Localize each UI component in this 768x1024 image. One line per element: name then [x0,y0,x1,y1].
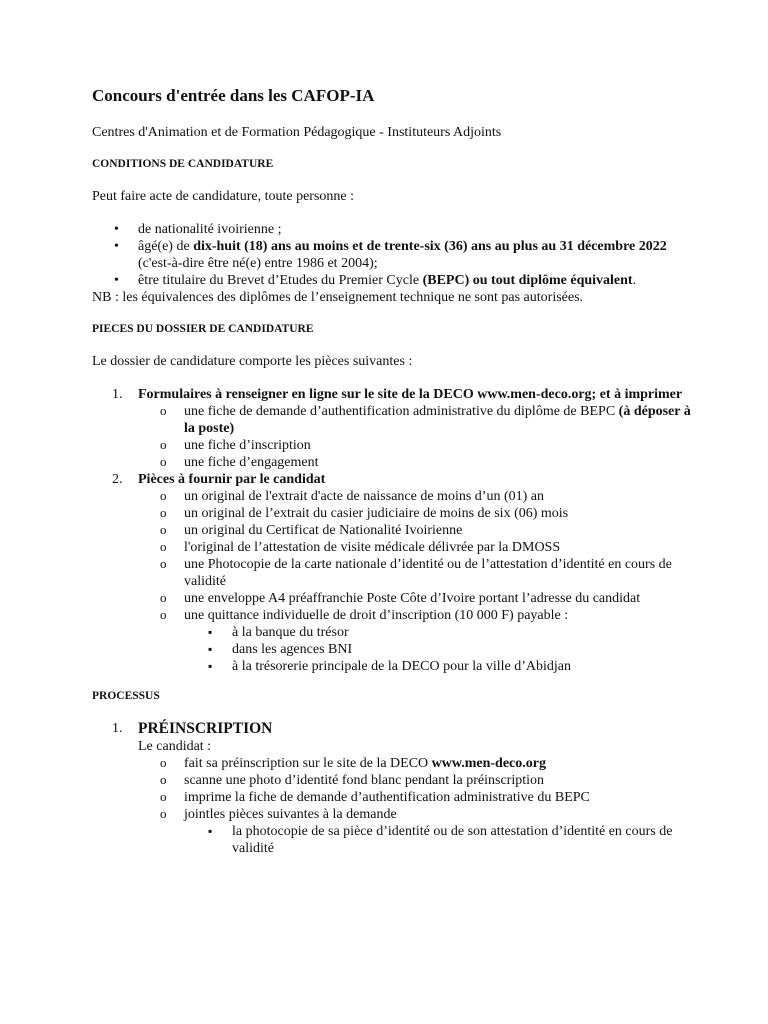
payment-list [184,624,692,675]
list-item: o imprime la fiche de demande d’authentification administrative du BEPC [138,789,692,806]
item-text: âgé(e) de [138,239,194,254]
list-item [92,221,692,238]
list-number: 1. [112,387,123,402]
list-number: 1. [112,721,123,736]
list-item: ▪ à la trésorerie principale de la DECO pour la ville d’Abidjan [184,658,692,675]
item-text: une quittance individuelle de droit d’inscription (10 000 F) payable : [184,608,569,623]
list-item [92,471,692,675]
list-item [92,272,692,289]
list-item: o une Photocopie de la carte nationale d’identité ou de l’attestation d’identité en cours de validité [138,556,692,590]
section-heading-conditions: CONDITIONS DE CANDIDATURE [92,158,274,170]
attachments-list [184,823,692,857]
group-title: Formulaires à renseigner en ligne sur le site de la DECO www.men-deco.org; et à imprimer [138,387,683,402]
step-title: PRÉINSCRIPTION [138,720,273,737]
list-item: o un original du Certificat de Nationalité Ivoirienne [138,522,692,539]
sub-list [138,755,692,857]
list-item: ▪ dans les agences BNI [184,641,692,658]
sub-list [138,488,692,675]
item-bold-text: (BEPC) ou tout diplôme équivalent [422,273,633,288]
list-item: ▪ à la banque du trésor [184,624,692,641]
list-item: o une fiche d’inscription [138,437,692,454]
list-item [138,607,692,675]
conditions-list [92,221,692,289]
list-item: o une fiche d’engagement [138,454,692,471]
page-subtitle: Centres d'Animation et de Formation Pédagogique - Instituteurs Adjoints [92,125,502,140]
conditions-intro: Peut faire acte de candidature, toute personne : [92,189,354,204]
list-item: o l'original de l’attestation de visite médicale délivrée par la DMOSS [138,539,692,556]
pieces-intro: Le dossier de candidature comporte les pièces suivantes : [92,354,413,369]
item-text: être titulaire du Brevet d’Etudes du Premier Cycle [138,273,423,288]
list-item: o scanne une photo d’identité fond blanc pendant la préinscription [138,772,692,789]
list-item: o une enveloppe A4 préaffranchie Poste Côte d’Ivoire portant l’adresse du candidat [138,590,692,607]
nb-note: NB : les équivalences des diplômes de l’enseignement technique ne sont pas autorisées. [92,290,584,305]
item-bold-text: (à déposer à la poste) [184,404,691,436]
list-item [92,386,692,471]
list-item: ▪ la photocopie de sa pièce d’identité ou de son attestation d’identité en cours de validité [184,823,692,857]
item-text: de nationalité ivoirienne ; [138,222,282,237]
item-text: . [632,273,637,288]
section-heading-pieces: PIECES DU DOSSIER DE CANDIDATURE [92,323,314,335]
list-number: 2. [112,472,123,487]
step-lead: Le candidat : [138,739,212,754]
item-bold-text: www.men-deco.org [431,756,546,771]
item-text: une fiche de demande d’authentification administrative du diplôme de BEPC [184,404,619,419]
section-heading-processus: PROCESSUS [92,690,160,702]
sub-list [138,403,692,471]
list-item: o un original de l’extrait du casier judiciaire de moins de six (06) mois [138,505,692,522]
list-item [92,720,692,857]
page-title: Concours d'entrée dans les CAFOP-IA [92,86,375,105]
document-page [92,86,692,857]
item-text: jointles pièces suivantes à la demande [184,807,397,822]
list-item [138,403,692,437]
list-item [138,806,692,857]
item-text: (c'est-à-dire être né(e) entre 1986 et 2004); [138,256,378,271]
pieces-list [92,386,692,675]
list-item: o un original de l'extrait d'acte de naissance de moins d’un (01) an [138,488,692,505]
item-text: fait sa préinscription sur le site de la DECO [184,756,432,771]
list-item [92,238,692,272]
list-item [138,755,692,772]
processus-list [92,720,692,857]
item-bold-text: dix-huit (18) ans au moins et de trente-six (36) ans au plus au 31 décembre 2022 [193,239,667,254]
group-title: Pièces à fournir par le candidat [138,472,326,487]
